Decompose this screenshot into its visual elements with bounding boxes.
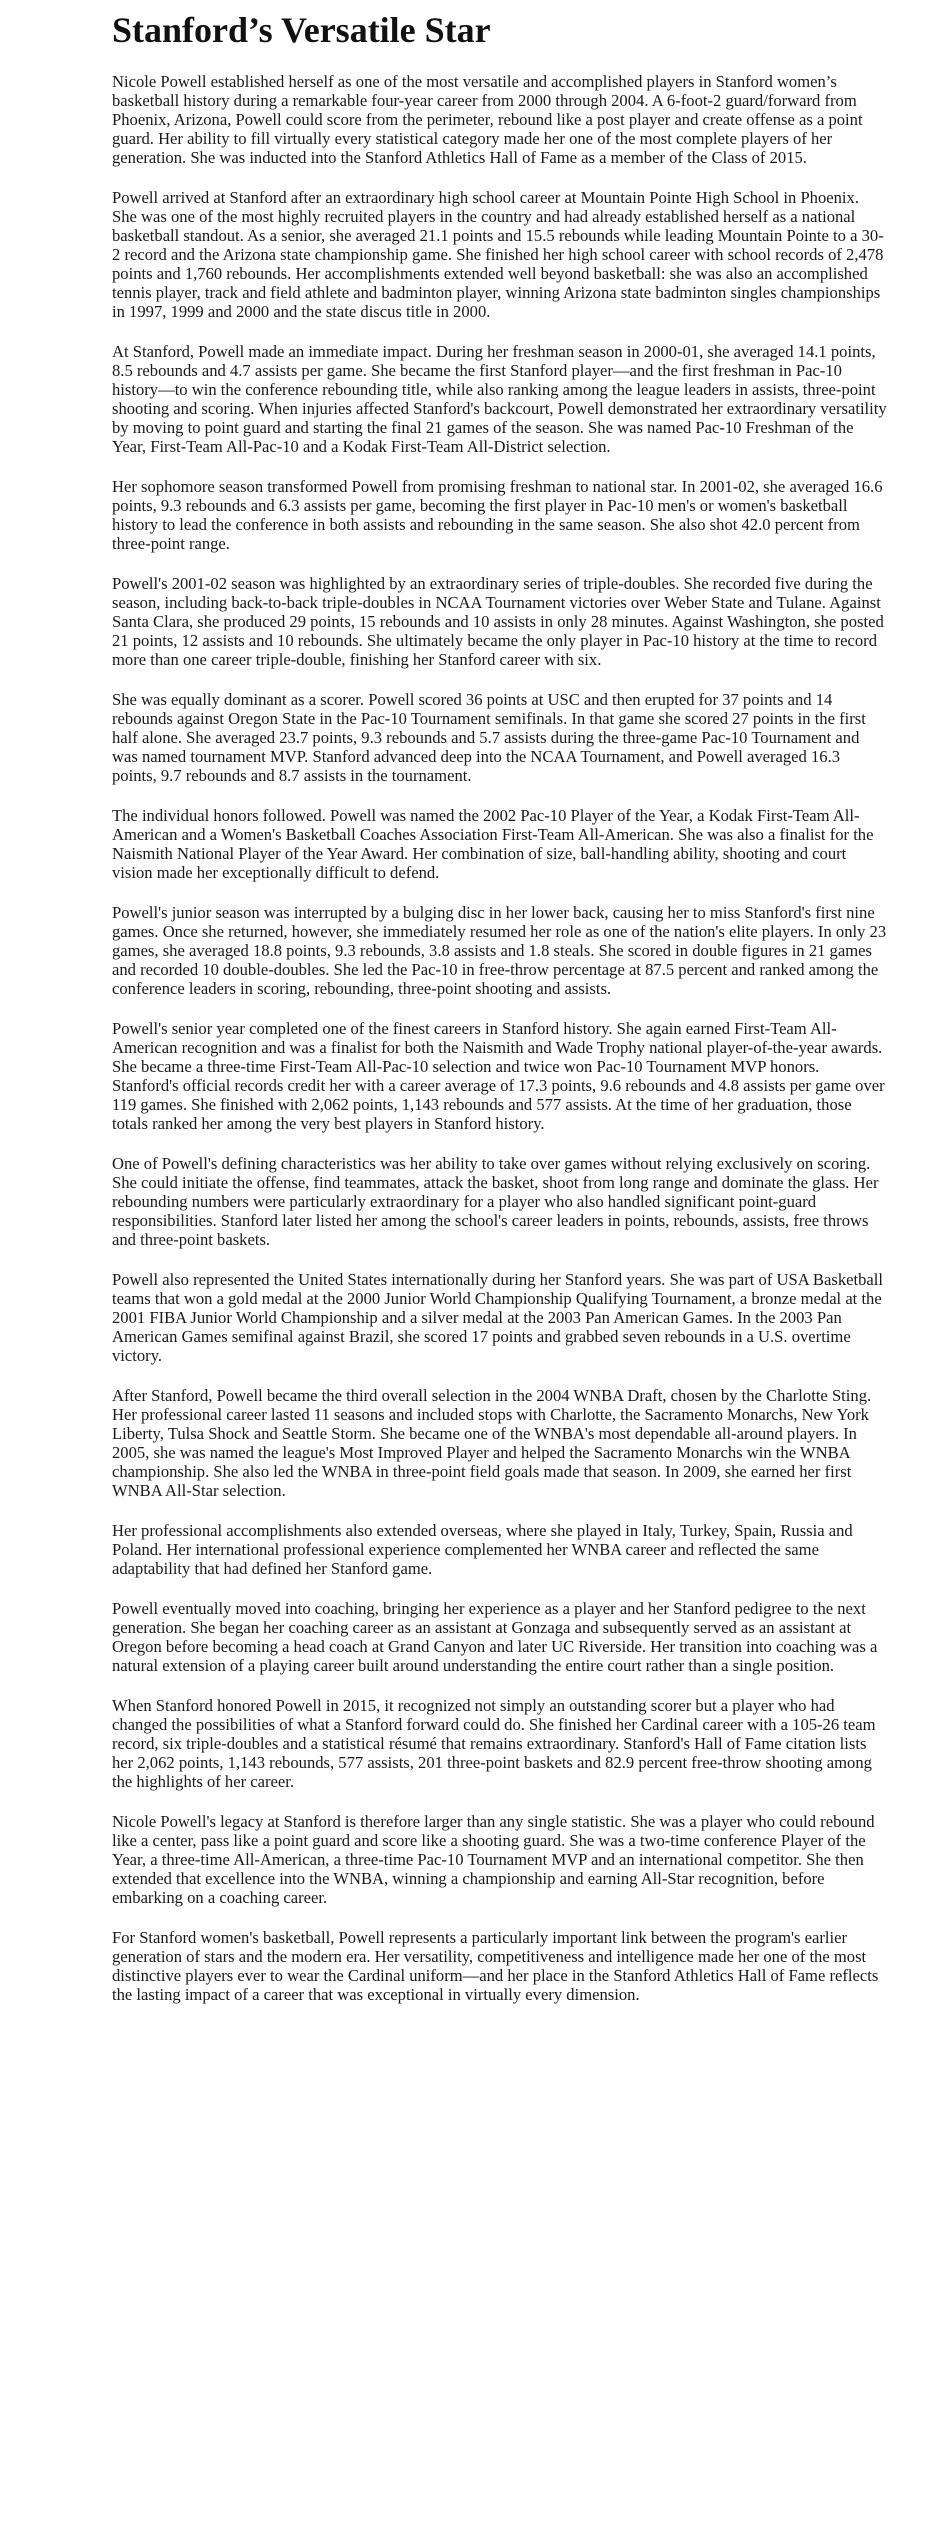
article-paragraph: Nicole Powell established herself as one of the most versatile and accomplished players in Stanford women’s basketball history during a remarkable four-year career from 2000 through 2004. A 6-foot-2 guard/forward from Phoenix, Arizona, Powell could score from the perimeter, rebound like a post player and create offense as a point guard. Her ability to fill virtually every statistical category made her one of the most complete players of her generation. She was inducted into the Stanford Athletics Hall of Fame as a member of the Class of 2015. — [112, 72, 863, 167]
article-paragraph: She was equally dominant as a scorer. Powell scored 36 points at USC and then erupted for 37 points and 14 rebounds against Oregon State in the Pac-10 Tournament semifinals. In that game she scored 27 points in the first half alone. She averaged 23.7 points, 9.3 rebounds and 5.7 assists during the three-game Pac-10 Tournament and was named tournament MVP. Stanford advanced deep into the NCAA Tournament, and Powell averaged 16.3 points, 9.7 rebounds and 8.7 assists in the tournament. — [112, 690, 866, 785]
article-paragraph: Powell also represented the United States internationally during her Stanford years. She was part of USA Basketball teams that won a gold medal at the 2000 Junior World Championship Qualifying Tournament, a bronze medal at the 2001 FIBA Junior World Championship and a silver medal at the 2003 Pan American Games. In the 2003 Pan American Games semifinal against Brazil, she scored 17 points and grabbed seven rebounds in a U.S. overtime victory. — [112, 1270, 883, 1365]
article-paragraph: Powell's senior year completed one of the finest careers in Stanford history. She again earned First-Team All-American recognition and was a finalist for both the Naismith and Wade Trophy national player-of-the-year awards. She became a three-time First-Team All-Pac-10 selection and twice won Pac-10 Tournament MVP honors. Stanford's official records credit her with a career average of 17.3 points, 9.6 rebounds and 4.8 assists per game over 119 games. She finished with 2,062 points, 1,143 rebounds and 577 assists. At the time of her graduation, those totals ranked her among the very best players in Stanford history. — [112, 1019, 885, 1133]
article-paragraph: Powell eventually moved into coaching, bringing her experience as a player and her Stanford pedigree to the next generation. She began her coaching career as an assistant at Gonzaga and subsequently served as an assistant at Oregon before becoming a head coach at Grand Canyon and later UC Riverside. Her transition into coaching was a natural extension of a playing career built around understanding the entire court rather than a single position. — [112, 1599, 878, 1675]
article-paragraph: Her professional accomplishments also extended overseas, where she played in Italy, Turkey, Spain, Russia and Poland. Her international professional experience complemented her WNBA career and reflected the same adaptability that had defined her Stanford game. — [112, 1521, 853, 1578]
article-paragraph: When Stanford honored Powell in 2015, it recognized not simply an outstanding scorer but a player who had changed the possibilities of what a Stanford forward could do. She finished her Cardinal career with a 105-26 team record, six triple-doubles and a statistical résumé that remains extraordinary. Stanford's Hall of Fame citation lists her 2,062 points, 1,143 rebounds, 577 assists, 201 three-point baskets and 82.9 percent free-throw shooting among the highlights of her career. — [112, 1696, 876, 1791]
article-paragraph: Nicole Powell's legacy at Stanford is therefore larger than any single statistic. She was a player who could rebound like a center, pass like a point guard and score like a shooting guard. She was a two-time conference Player of the Year, a three-time All-American, a three-time Pac-10 Tournament MVP and an international competitor. She then extended that excellence into the WNBA, winning a championship and earning All-Star recognition, before embarking on a coaching career. — [112, 1812, 875, 1907]
article-paragraph: At Stanford, Powell made an immediate impact. During her freshman season in 2000-01, she averaged 14.1 points, 8.5 rebounds and 4.7 assists per game. She became the first Stanford player—and the first freshman in Pac-10 history—to win the conference rebounding title, while also ranking among the league leaders in assists, three-point shooting and scoring. When injuries affected Stanford's backcourt, Powell demonstrated her extraordinary versatility by moving to point guard and starting the final 21 games of the season. She was named Pac-10 Freshman of the Year, First-Team All-Pac-10 and a Kodak First-Team All-District selection. — [112, 342, 887, 456]
article-paragraph: Powell's 2001-02 season was highlighted by an extraordinary series of triple-doubles. She recorded five during the season, including back-to-back triple-doubles in NCAA Tournament victories over Weber State and Tulane. Against Santa Clara, she produced 29 points, 15 rebounds and 10 assists in only 28 minutes. Against Washington, she posted 21 points, 12 assists and 10 rebounds. She ultimately became the only player in Pac-10 history at the time to record more than one career triple-double, finishing her Stanford career with six. — [112, 574, 884, 669]
article-paragraph: Powell arrived at Stanford after an extraordinary high school career at Mountain Pointe High School in Phoenix. She was one of the most highly recruited players in the country and had already established herself as a national basketball standout. As a senior, she averaged 21.1 points and 15.5 rebounds while leading Mountain Pointe to a 30-2 record and the Arizona state championship game. She finished her high school career with school records of 2,478 points and 1,760 rebounds. Her accomplishments extended well beyond basketball: she was also an accomplished tennis player, track and field athlete and badminton player, winning Arizona state badminton singles championships in 1997, 1999 and 2000 and the state discus title in 2000. — [112, 188, 884, 321]
article-paragraph: For Stanford women's basketball, Powell represents a particularly important link between the program's earlier generation of stars and the modern era. Her versatility, competitiveness and intelligence made her one of the most distinctive players ever to wear the Cardinal uniform—and her place in the Stanford Athletics Hall of Fame reflects the lasting impact of a career that was exceptional in virtually every dimension. — [112, 1928, 879, 2004]
article-paragraph: Her sophomore season transformed Powell from promising freshman to national star. In 2001-02, she averaged 16.6 points, 9.3 rebounds and 6.3 assists per game, becoming the first player in Pac-10 men's or women's basketball history to lead the conference in both assists and rebounding in the same season. She also shot 42.0 percent from three-point range. — [112, 477, 883, 553]
article-paragraph: Powell's junior season was interrupted by a bulging disc in her lower back, causing her to miss Stanford's first nine games. Once she returned, however, she immediately resumed her role as one of the nation's elite players. In only 23 games, she averaged 18.8 points, 9.3 rebounds, 3.8 assists and 1.8 steals. She scored in double figures in 21 games and recorded 10 double-doubles. She led the Pac-10 in free-throw percentage at 87.5 percent and ranked among the conference leaders in scoring, rebounding, three-point shooting and assists. — [112, 903, 887, 998]
article-body — [112, 72, 888, 2004]
article-paragraph: After Stanford, Powell became the third overall selection in the 2004 WNBA Draft, chosen by the Charlotte Sting. Her professional career lasted 11 seasons and included stops with Charlotte, the Sacramento Monarchs, New York Liberty, Tulsa Shock and Seattle Storm. She became one of the WNBA's most dependable all-around players. In 2005, she was named the league's Most Improved Player and helped the Sacramento Monarchs win the WNBA championship. She also led the WNBA in three-point field goals made that season. In 2009, she earned her first WNBA All-Star selection. — [112, 1386, 872, 1500]
article-paragraph: The individual honors followed. Powell was named the 2002 Pac-10 Player of the Year, a Kodak First-Team All-American and a Women's Basketball Coaches Association First-Team All-American. She was also a finalist for the Naismith National Player of the Year Award. Her combination of size, ball-handling ability, shooting and court vision made her exceptionally difficult to defend. — [112, 806, 874, 882]
article-paragraph: One of Powell's defining characteristics was her ability to take over games without relying exclusively on scoring. She could initiate the offense, find teammates, attack the basket, shoot from long range and dominate the glass. Her rebounding numbers were particularly extraordinary for a player who also handled significant point-guard responsibilities. Stanford later listed her among the school's career leaders in points, rebounds, assists, free throws and three-point baskets. — [112, 1154, 879, 1249]
article-title: Stanford’s Versatile Star — [112, 10, 491, 50]
